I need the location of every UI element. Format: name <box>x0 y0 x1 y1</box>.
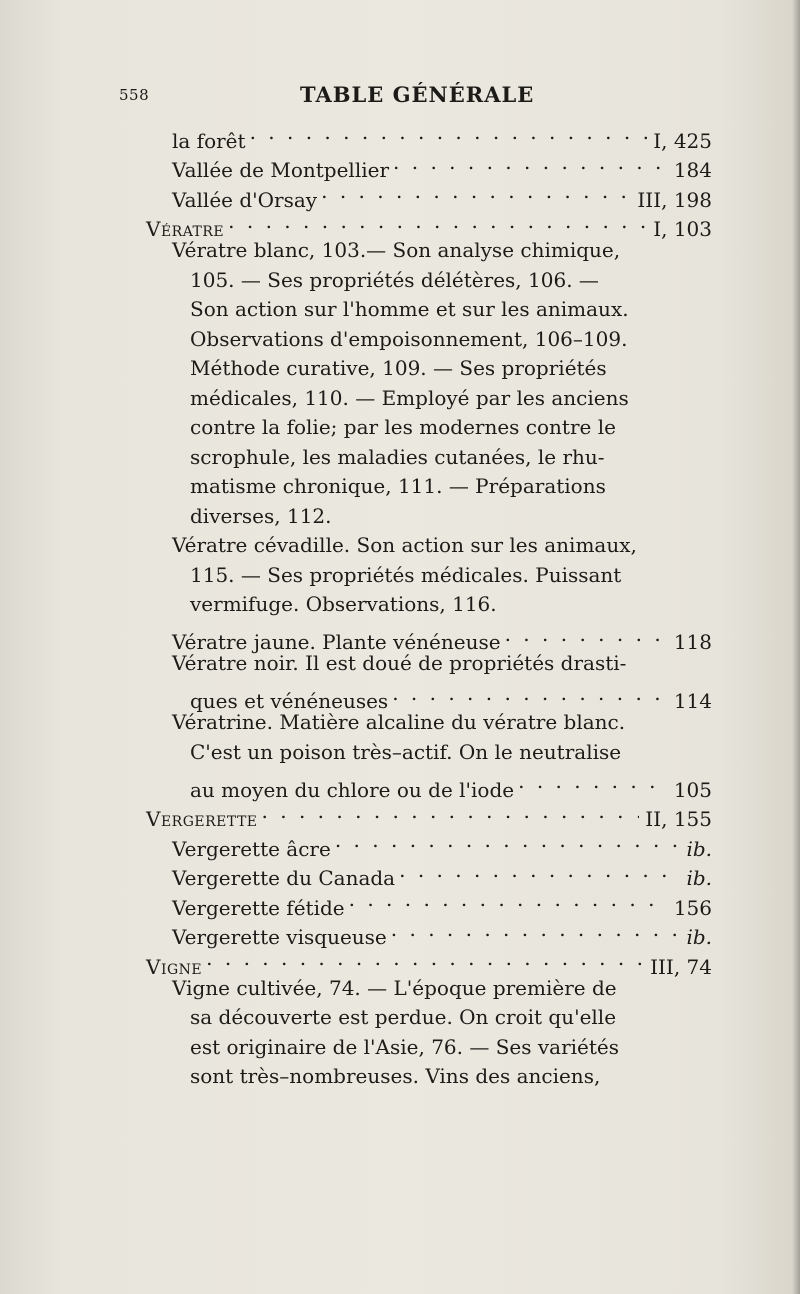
index-heading-entry <box>146 944 712 979</box>
entry-term: ques et vénéneuses <box>190 689 389 713</box>
index-entry <box>172 620 712 654</box>
running-title: TABLE GÉNÉRALE <box>300 82 535 107</box>
dot-leader <box>335 826 681 856</box>
paragraph-line: est originaire de l'Asie, 76. — Ses variétés <box>190 1034 620 1059</box>
dot-leader <box>518 767 668 797</box>
dot-leader <box>206 944 644 974</box>
dot-leader <box>228 207 647 237</box>
dot-leader <box>393 148 668 178</box>
index-heading-entry <box>146 207 712 241</box>
entry-term: Vergerette fétide <box>172 895 345 920</box>
dot-leader <box>321 177 631 207</box>
index-entry <box>172 885 712 920</box>
paragraph-line: Vératre noir. Il est doué de propriétés drasti- <box>172 651 627 675</box>
paragraph-line: Vératre blanc, 103.— Son analyse chimique, <box>172 238 621 262</box>
entry-reference: III, 74 <box>650 954 712 979</box>
paragraph-line: contre la folie; par les modernes contre le <box>190 415 616 439</box>
index-paragraph <box>172 708 626 767</box>
entry-term: Vallée d'Orsay <box>172 187 318 212</box>
index-entry <box>172 148 712 182</box>
page-header <box>0 78 800 112</box>
entry-term: Vergerette âcre <box>172 836 331 861</box>
index-heading-entry <box>146 797 712 831</box>
entry-term: Vigne <box>146 954 203 979</box>
paragraph-line: diverses, 112. <box>190 503 332 528</box>
entry-term: Vératre <box>146 217 225 241</box>
paragraph-line: vermifuge. Observations, 116. <box>190 592 497 616</box>
paragraph-line: sont très–nombreuses. Vins des anciens, <box>190 1064 601 1088</box>
entry-term: Vallée de Montpellier <box>172 158 390 182</box>
entry-reference: 118 <box>673 630 712 654</box>
dot-leader <box>399 856 680 886</box>
index-paragraph <box>172 974 620 1092</box>
entry-reference: I, 103 <box>653 217 712 241</box>
entry-reference: I, 425 <box>653 128 712 153</box>
paragraph-line: Vératrine. Matière alcaline du vératre blanc. <box>172 710 626 734</box>
index-paragraph <box>172 649 627 679</box>
paragraph-line: sa découverte est perdue. On croit qu'elle <box>190 1005 617 1029</box>
dot-leader <box>262 797 640 827</box>
index-entry <box>190 767 712 802</box>
index-entry <box>190 679 712 713</box>
dot-leader <box>250 118 648 148</box>
entry-term: Vergerette <box>146 807 258 831</box>
dot-leader <box>349 885 668 915</box>
entry-reference: 105 <box>673 777 712 802</box>
entry-term: la forêt <box>172 128 246 153</box>
entry-reference: ib. <box>686 836 712 861</box>
paragraph-line: Vigne cultivée, 74. — L'époque première de <box>172 975 617 1000</box>
dot-leader <box>392 679 668 709</box>
paragraph-line: Méthode curative, 109. — Ses propriétés <box>190 356 607 380</box>
entry-term: au moyen du chlore ou de l'iode <box>190 777 515 802</box>
paragraph-line: scrophule, les maladies cutanées, le rhu- <box>190 444 605 469</box>
entry-reference: 114 <box>673 689 712 713</box>
entry-reference: III, 198 <box>637 187 712 212</box>
dot-leader <box>505 620 668 650</box>
entry-reference: 184 <box>673 158 712 182</box>
entry-reference: II, 155 <box>645 807 712 831</box>
paragraph-line: médicales, 110. — Employé par les anciens <box>190 385 629 410</box>
paragraph-line: 115. — Ses propriétés médicales. Puissant <box>190 562 622 587</box>
index-content <box>0 118 800 1092</box>
index-entry <box>172 856 712 890</box>
index-paragraph <box>172 531 637 620</box>
index-entry <box>172 118 712 153</box>
entry-reference: ib. <box>686 866 712 890</box>
dot-leader <box>391 915 681 945</box>
paragraph-line: Vératre cévadille. Son action sur les animaux, <box>172 533 637 557</box>
paragraph-line: matisme chronique, 111. — Préparations <box>190 474 606 498</box>
paragraph-line: C'est un poison très–actif. On le neutralise <box>190 739 622 764</box>
index-entry <box>172 915 712 949</box>
index-entry <box>172 826 712 861</box>
entry-term: Vergerette visqueuse <box>172 925 387 949</box>
paragraph-line: Son action sur l'homme et sur les animaux. <box>190 297 629 321</box>
index-paragraph <box>172 236 629 531</box>
entry-term: Vératre jaune. Plante vénéneuse <box>172 630 501 654</box>
entry-reference: ib. <box>686 925 712 949</box>
entry-term: Vergerette du Canada <box>172 866 396 890</box>
paragraph-line: Observations d'empoisonnement, 106–109. <box>190 326 628 351</box>
entry-reference: 156 <box>673 895 712 920</box>
page-number: 558 <box>119 86 150 104</box>
index-entry <box>172 177 712 212</box>
paragraph-line: 105. — Ses propriétés délétères, 106. — <box>190 267 599 292</box>
